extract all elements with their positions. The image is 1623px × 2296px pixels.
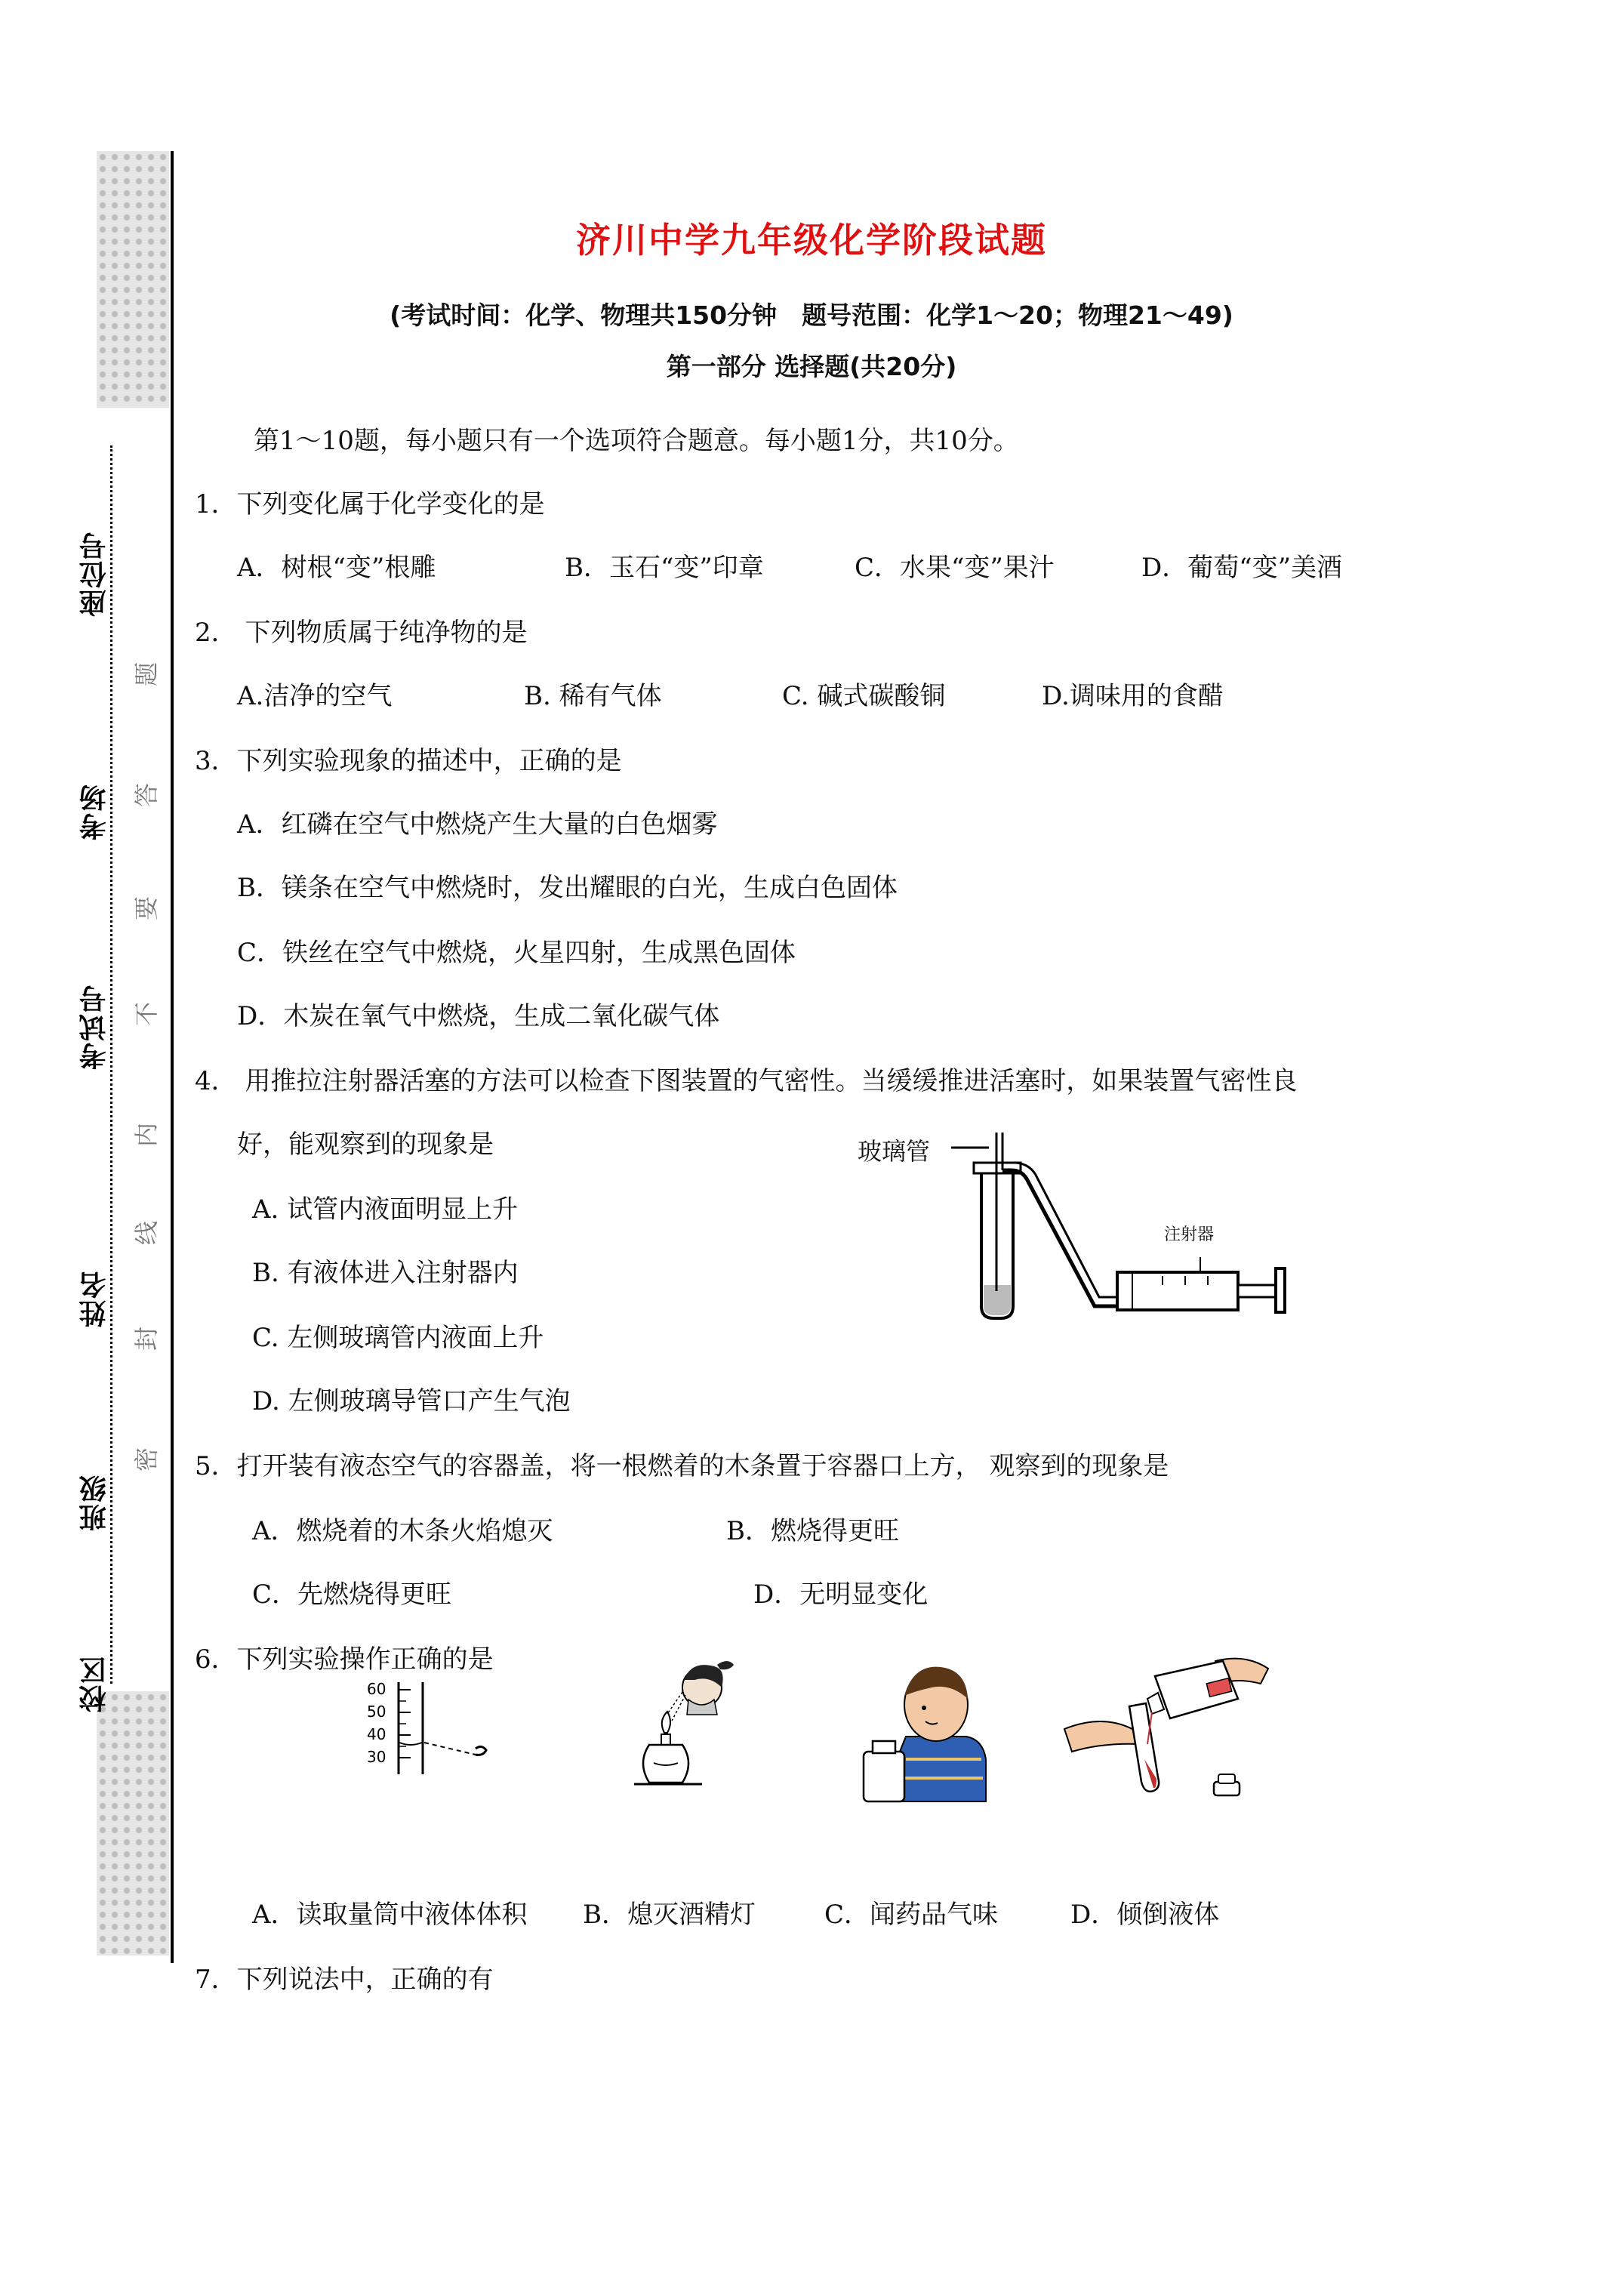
field-campus: 校区 [79, 1655, 110, 1712]
field-name: 姓名 [79, 1270, 110, 1327]
q3-option-a: A．红磷在空气中燃烧产生大量的白色烟雾 [237, 809, 718, 840]
q1-option-c: C．水果“变”果汁 [855, 553, 1055, 583]
q3-option-d: D．木炭在氧气中燃烧，生成二氧化碳气体 [237, 1001, 720, 1031]
seal-char: 不 [132, 1002, 161, 1027]
question-6-stem: 6．下列实验操作正确的是 [195, 1644, 494, 1675]
question-3-stem: 3．下列实验现象的描述中，正确的是 [195, 746, 622, 776]
smelling-reagent-figure [853, 1646, 989, 1804]
q5-option-a: A．燃烧着的木条火焰熄灭 [252, 1516, 553, 1546]
q5-option-b: B．燃烧得更旺 [726, 1516, 899, 1546]
seal-char: 内 [132, 1123, 161, 1148]
question-4-stem: 4． 用推拉注射器活塞的方法可以检查下图装置的气密性。当缓缓推进活塞时，如果装置气密性良 [195, 1066, 1298, 1096]
q6-option-d: D．倾倒液体 [1070, 1900, 1220, 1930]
q3-option-b: B．镁条在空气中燃烧时，发出耀眼的白光，生成白色固体 [237, 873, 898, 903]
seal-char: 要 [132, 896, 161, 921]
q1-option-d: D．葡萄“变”美酒 [1141, 553, 1343, 583]
margin-rule [171, 151, 174, 1963]
question-5-stem: 5．打开装有液态空气的容器盖，将一根燃着的木条置于容器口上方， 观察到的现象是 [195, 1451, 1169, 1481]
q5-option-d: D．无明显变化 [753, 1579, 929, 1610]
q6-option-a: A．读取量筒中液体体积 [252, 1900, 528, 1930]
figure-label-glass-tube: 玻璃管 [858, 1137, 931, 1166]
pouring-liquid-figure [1057, 1653, 1283, 1804]
alcohol-lamp-figure [619, 1650, 747, 1801]
cylinder-tick-60: 60 [367, 1680, 387, 1698]
q3-option-c: C．铁丝在空气中燃烧，火星四射，生成黑色固体 [237, 938, 796, 968]
q4-option-d: D. 左侧玻璃导管口产生气泡 [252, 1386, 571, 1416]
question-4-stem-cont: 好，能观察到的现象是 [237, 1130, 494, 1160]
field-exam-number: 考试号 [79, 984, 110, 1070]
field-exam-room: 考场 [79, 783, 110, 840]
airtightness-apparatus-figure [868, 1117, 1306, 1321]
cylinder-tick-40: 40 [367, 1725, 387, 1743]
q6-option-c: C．闻药品气味 [824, 1900, 999, 1930]
seal-char: 封 [132, 1327, 161, 1351]
exam-info: (考试时间：化学、物理共150分钟 题号范围：化学1～20；物理21～49) [390, 300, 1233, 330]
q2-option-c: C. 碱式碳酸铜 [782, 681, 946, 711]
figure-label-syringe: 注射器 [1164, 1225, 1215, 1244]
seal-char: 答 [132, 783, 161, 808]
q6-option-b: B．熄灭酒精灯 [583, 1900, 756, 1930]
field-class: 班级 [79, 1474, 110, 1531]
q2-option-a: A.洁净的空气 [237, 681, 393, 711]
measuring-cylinder-figure [362, 1676, 498, 1782]
question-2-stem: 2． 下列物质属于纯净物的是 [195, 618, 528, 648]
margin-pattern-bottom [97, 1691, 169, 1955]
q1-option-a: A．树根“变”根雕 [237, 553, 436, 583]
q2-option-d: D.调味用的食醋 [1042, 681, 1224, 711]
question-1-stem: 1．下列变化属于化学变化的是 [195, 489, 545, 519]
cylinder-tick-50: 50 [367, 1703, 387, 1721]
field-seat-number: 座位号 [79, 531, 110, 617]
seal-char: 密 [132, 1447, 161, 1472]
q5-option-c: C．先燃烧得更旺 [252, 1579, 452, 1610]
page-title: 济川中学九年级化学阶段试题 [576, 220, 1047, 260]
intro-text: 第1～10题，每小题只有一个选项符合题意。每小题1分，共10分。 [254, 426, 1019, 456]
q4-option-a: A. 试管内液面明显上升 [252, 1194, 519, 1225]
q4-option-c: C. 左侧玻璃管内液面上升 [252, 1323, 544, 1353]
q4-option-b: B. 有液体进入注射器内 [252, 1258, 519, 1288]
section-heading: 第一部分 选择题(共20分) [666, 352, 957, 381]
seal-char: 线 [132, 1221, 161, 1246]
question-7-stem: 7．下列说法中，正确的有 [195, 1965, 494, 1995]
cylinder-tick-30: 30 [367, 1748, 387, 1766]
q1-option-b: B．玉石“变”印章 [565, 553, 764, 583]
seal-char: 题 [132, 662, 161, 687]
q2-option-b: B. 稀有气体 [524, 681, 662, 711]
